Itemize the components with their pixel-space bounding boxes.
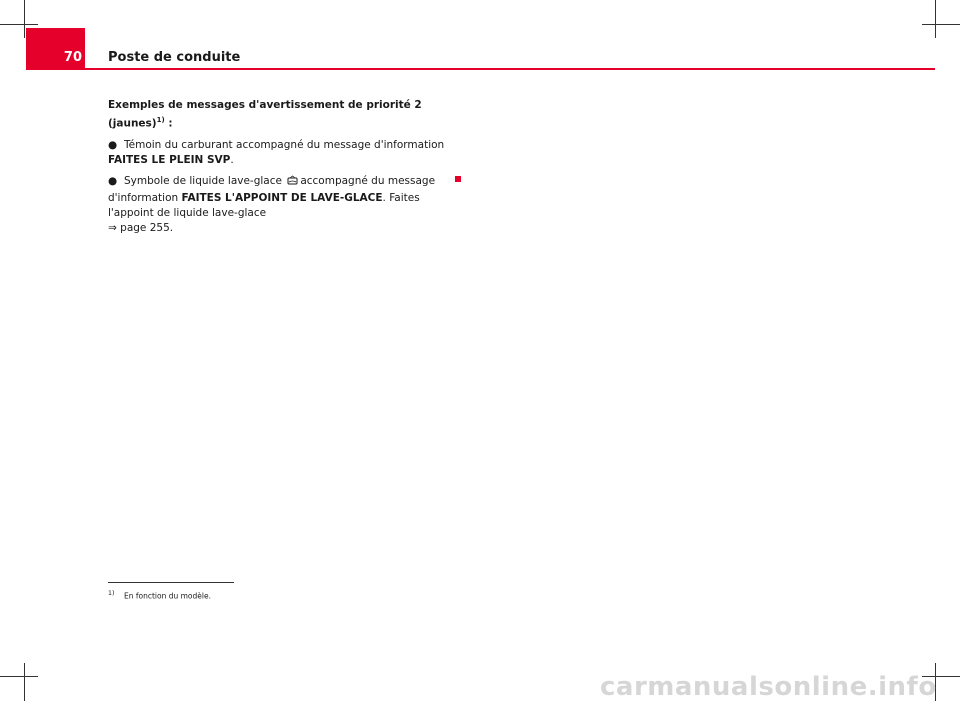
crop-mark (24, 0, 25, 38)
bullet-icon: ● (108, 174, 118, 187)
list-item: ● Symbole de liquide lave-glace accompagné du message d'information FAITES L'APPOINT DE LAVE-GLACE. Faites l'appoint de liquide lave-glace ⇒ page 255. (108, 174, 436, 234)
footnote-ref[interactable]: 1) (156, 116, 165, 124)
section-end-marker (455, 176, 461, 182)
message-text: FAITES LE PLEIN SVP (108, 153, 231, 166)
crop-mark (24, 663, 25, 701)
main-content (108, 98, 468, 242)
crop-mark (0, 676, 38, 677)
section-title: Poste de conduite (108, 50, 241, 65)
footnote-divider (108, 582, 234, 583)
section-heading: Exemples de messages d'avertissement de priorité 2 (jaunes)$^{1)}$ : (108, 99, 422, 130)
arrow-right-icon: ⇒ (108, 221, 117, 234)
washer-fluid-icon (287, 175, 298, 191)
list-item: ● Témoin du carburant accompagné du message d'information FAITES LE PLEIN SVP. (108, 138, 445, 166)
page-link[interactable]: ⇒ page 255. (108, 221, 174, 234)
page-number: 70 (63, 50, 82, 65)
watermark: carmanualsonline.info (600, 672, 937, 702)
crop-mark (0, 24, 38, 25)
footnote-text: En fonction du modèle. (124, 591, 211, 601)
message-text: FAITES L'APPOINT DE LAVE-GLACE (181, 191, 383, 204)
bullet-icon: ● (108, 138, 118, 151)
header-rule (85, 68, 935, 70)
footnote-mark: 1) (108, 590, 115, 597)
crop-mark (935, 0, 936, 38)
crop-mark (922, 24, 960, 25)
footnote (108, 590, 211, 601)
